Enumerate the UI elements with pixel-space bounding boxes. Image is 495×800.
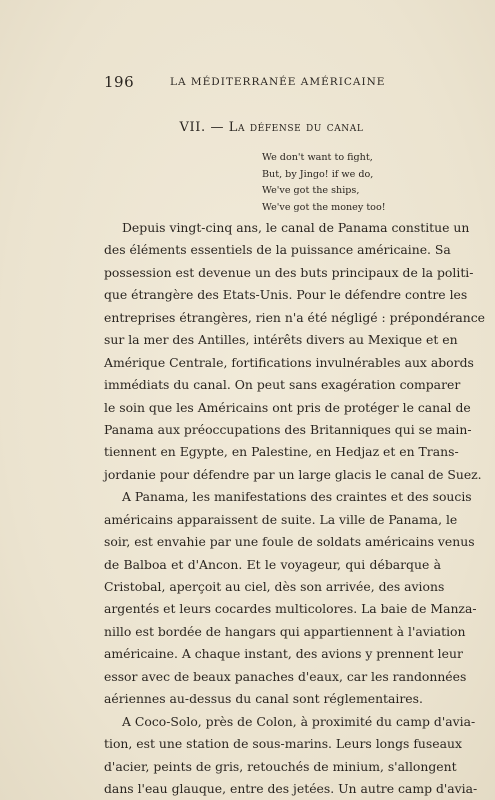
epigraph <box>262 150 442 216</box>
section-title: VII. — La défense du canal <box>179 120 364 135</box>
text-line: dans l'eau glauque, entre des jetées. Un autre camp d'avia- <box>104 780 478 796</box>
text-line: entreprises étrangères, rien n'a été négligé : prépondérance <box>104 309 486 325</box>
text-line: américaine. A chaque instant, des avions y prennent leur <box>104 646 463 662</box>
text-line: Cristobal, aperçoit au ciel, dès son arrivée, des avions <box>104 579 445 594</box>
epigraph-line: But, by Jingo! if we do, <box>262 168 374 180</box>
text-line: soir, est envahie par une foule de soldats américains venus <box>104 534 475 550</box>
text-line: sur la mer des Antilles, intérêts divers au Mexique et en <box>104 332 458 348</box>
page-number: 196 <box>104 73 135 91</box>
text-line: aériennes au-dessus du canal sont réglementaires. <box>104 691 423 707</box>
page-header <box>104 73 439 93</box>
running-title: LA MÉDITERRANÉE AMÉRICAINE <box>170 76 386 88</box>
text-line: essor avec de beaux panaches d'eaux, car les randonnées <box>104 668 467 684</box>
epigraph-line: We've got the money too! <box>262 201 386 213</box>
text-line: nillo est bordée de hangars qui appartiennent à l'aviation <box>104 623 466 639</box>
text-line: américains apparaissent de suite. La ville de Panama, le <box>104 511 458 527</box>
text-line: jordanie pour défendre par un large glacis le canal de Suez. <box>104 466 482 482</box>
text-line: argentés et leurs cocardes multicolores. La baie de Manza- <box>104 601 477 617</box>
text-line: immédiats du canal. On peut sans exagération comparer <box>104 377 461 393</box>
text-line: A Panama, les manifestations des craintes et des soucis <box>122 489 472 505</box>
text-line: des éléments essentiels de la puissance américaine. Sa <box>104 242 451 258</box>
text-line: A Coco-Solo, près de Colon, à proximité du camp d'avia- <box>122 713 476 729</box>
body-text <box>104 217 486 800</box>
text-line: d'acier, peints de gris, retouchés de minium, s'allongent <box>104 758 457 774</box>
text-line: Panama aux préoccupations des Britanniques qui se main- <box>104 421 472 437</box>
text-line: Amérique Centrale, fortifications invulnérables aux abords <box>104 354 474 370</box>
text-line: le soin que les Américains ont pris de protéger le canal de <box>104 399 471 415</box>
epigraph-line: We don't want to fight, <box>262 152 373 163</box>
text-line: tiennent en Egypte, en Palestine, en Hedjaz et en Trans- <box>104 444 459 460</box>
text-line: tion, est une station de sous-marins. Leurs longs fuseaux <box>104 736 462 752</box>
text-line: que étrangère des Etats-Unis. Pour le défendre contre les <box>104 287 468 303</box>
text-line: Depuis vingt-cinq ans, le canal de Panama constitue un <box>122 220 470 235</box>
epigraph-line: We've got the ships, <box>262 185 360 196</box>
text-line: possession est devenue un des buts principaux de la politi- <box>104 264 474 280</box>
text-line: de Balboa et d'Ancon. Et le voyageur, qui débarque à <box>104 556 441 572</box>
